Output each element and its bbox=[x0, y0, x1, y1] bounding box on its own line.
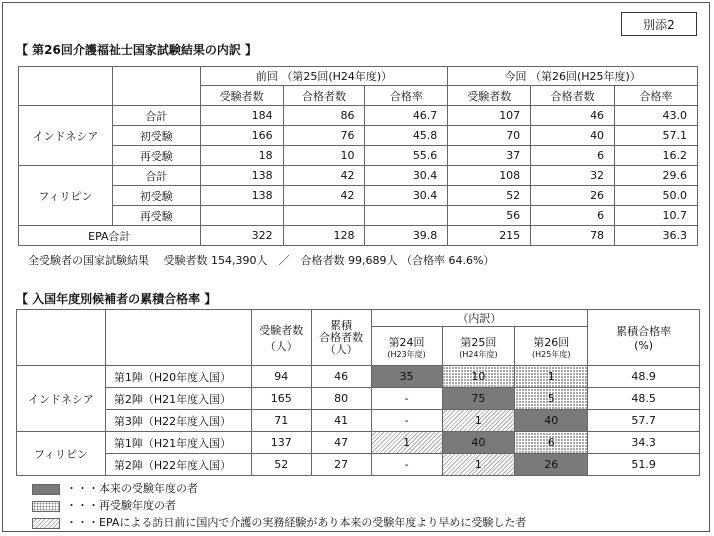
table-row bbox=[19, 126, 698, 146]
value-cell bbox=[283, 206, 365, 226]
row-label: 初受験 bbox=[112, 126, 200, 146]
legend-swatch-dark bbox=[32, 484, 60, 495]
column-header: 合格者数 bbox=[531, 86, 615, 106]
value-cell: 57.1 bbox=[615, 126, 698, 146]
value-cell: 86 bbox=[283, 106, 365, 126]
column-header: 合格率 bbox=[365, 86, 448, 106]
examinees-cell: 52 bbox=[251, 454, 311, 476]
header-cum-rate-label: 累積合格率 bbox=[616, 325, 672, 338]
breakdown-cell: - bbox=[371, 388, 442, 410]
value-cell: 26 bbox=[531, 186, 615, 206]
header-exam-25-label: 第25回 bbox=[460, 335, 497, 349]
value-cell: 322 bbox=[200, 226, 283, 246]
header-pct: (%) bbox=[634, 339, 654, 352]
row-label: 再受験 bbox=[112, 146, 200, 166]
country-cell: インドネシア bbox=[17, 366, 106, 432]
breakdown-cell: 1 bbox=[442, 454, 515, 476]
value-cell: 45.8 bbox=[365, 126, 448, 146]
value-cell: 46.7 bbox=[365, 106, 448, 126]
value-cell: 56 bbox=[448, 206, 531, 226]
header-exam-26 bbox=[515, 327, 588, 366]
value-cell bbox=[365, 206, 448, 226]
cohort-label: 第1陣（H20年度入国） bbox=[105, 366, 251, 388]
table-row bbox=[17, 366, 700, 388]
header-cum-rate bbox=[588, 310, 700, 366]
corner-cell bbox=[19, 67, 113, 106]
value-cell: 78 bbox=[531, 226, 615, 246]
header-cum-pass-2: 合格者数 bbox=[319, 330, 364, 344]
examinees-cell: 71 bbox=[251, 410, 311, 432]
cumulative-pass-table bbox=[16, 309, 700, 476]
value-cell: 42 bbox=[283, 166, 365, 186]
cohort-label: 第3陣（H22年度入国） bbox=[105, 410, 251, 432]
cum-rate-cell: 51.9 bbox=[588, 454, 700, 476]
header-exam-26-label: 第26回 bbox=[533, 335, 570, 349]
header-unit: （人） bbox=[264, 339, 298, 353]
column-header: 合格者数 bbox=[283, 86, 365, 106]
attachment-tag: 別添2 bbox=[621, 12, 697, 36]
value-cell: 55.6 bbox=[365, 146, 448, 166]
value-cell: 30.4 bbox=[365, 166, 448, 186]
header-exam-26-year: (H25年度) bbox=[532, 349, 571, 359]
country-cell: フィリピン bbox=[17, 432, 106, 476]
cum-pass-cell: 80 bbox=[311, 388, 371, 410]
table-row bbox=[19, 166, 698, 186]
value-cell: 184 bbox=[200, 106, 283, 126]
row-label: 合計 bbox=[112, 106, 200, 126]
cum-rate-cell: 34.3 bbox=[588, 432, 700, 454]
value-cell: 42 bbox=[283, 186, 365, 206]
value-cell: 10.7 bbox=[615, 206, 698, 226]
corner-cell bbox=[112, 67, 200, 106]
header-curr: 今回 （第26回(H25年度)） bbox=[448, 67, 698, 86]
cum-pass-cell: 46 bbox=[311, 366, 371, 388]
value-cell: 6 bbox=[531, 206, 615, 226]
value-cell: 43.0 bbox=[615, 106, 698, 126]
header-exam-25-year: (H24年度) bbox=[459, 349, 498, 359]
value-cell: 40 bbox=[531, 126, 615, 146]
legend-swatch-dots bbox=[32, 501, 60, 512]
value-cell: 16.2 bbox=[615, 146, 698, 166]
header-unit: （人） bbox=[324, 342, 358, 356]
cum-rate-cell: 48.9 bbox=[588, 366, 700, 388]
breakdown-cell: 6 bbox=[515, 432, 588, 454]
header-examinees bbox=[251, 310, 311, 366]
value-cell: 46 bbox=[531, 106, 615, 126]
value-cell: 29.6 bbox=[615, 166, 698, 186]
value-cell: 39.8 bbox=[365, 226, 448, 246]
breakdown-cell: 40 bbox=[442, 432, 515, 454]
epa-total-label: EPA合計 bbox=[19, 226, 201, 246]
cum-pass-cell: 41 bbox=[311, 410, 371, 432]
breakdown-cell: 35 bbox=[371, 366, 442, 388]
breakdown-cell: 75 bbox=[442, 388, 515, 410]
breakdown-cell: 1 bbox=[371, 432, 442, 454]
row-label: 再受験 bbox=[112, 206, 200, 226]
value-cell: 108 bbox=[448, 166, 531, 186]
cohort-label: 第2陣（H22年度入国） bbox=[105, 454, 251, 476]
header-exam-25 bbox=[442, 327, 515, 366]
table-row bbox=[17, 410, 700, 432]
column-header: 受験者数 bbox=[200, 86, 283, 106]
country-cell: フィリピン bbox=[19, 166, 113, 226]
cum-rate-cell: 57.7 bbox=[588, 410, 700, 432]
row-label: 合計 bbox=[112, 166, 200, 186]
header-cum-pass bbox=[311, 310, 371, 366]
table-row bbox=[19, 146, 698, 166]
table-row bbox=[19, 106, 698, 126]
cum-pass-cell: 47 bbox=[311, 432, 371, 454]
corner-cell bbox=[17, 310, 106, 366]
header-exam-24 bbox=[371, 327, 442, 366]
header-exam-24-year: (H23年度) bbox=[387, 349, 426, 359]
legend-item-retake bbox=[32, 497, 176, 513]
value-cell: 50.0 bbox=[615, 186, 698, 206]
value-cell: 215 bbox=[448, 226, 531, 246]
value-cell: 32 bbox=[531, 166, 615, 186]
header-breakdown: （内訳） bbox=[371, 310, 588, 327]
value-cell: 36.3 bbox=[615, 226, 698, 246]
header-prev: 前回 （第25回(H24年度)） bbox=[200, 67, 448, 86]
corner-cell bbox=[105, 310, 251, 366]
breakdown-cell: 26 bbox=[515, 454, 588, 476]
breakdown-cell: 1 bbox=[442, 410, 515, 432]
value-cell: 37 bbox=[448, 146, 531, 166]
examinees-cell: 94 bbox=[251, 366, 311, 388]
exam-results-table bbox=[18, 66, 698, 246]
examinees-cell: 165 bbox=[251, 388, 311, 410]
legend-label: ・・・EPAによる訪日前に国内で介護の実務経験があり本来の受験年度より早めに受験した者 bbox=[66, 516, 527, 529]
table-row-epa-total bbox=[19, 226, 698, 246]
row-label: 初受験 bbox=[112, 186, 200, 206]
value-cell: 128 bbox=[283, 226, 365, 246]
value-cell: 10 bbox=[283, 146, 365, 166]
table-row bbox=[17, 432, 700, 454]
breakdown-cell: 40 bbox=[515, 410, 588, 432]
header-examinees-label: 受験者数 bbox=[259, 323, 304, 337]
table-row bbox=[19, 186, 698, 206]
header-cum-pass-1: 累積 bbox=[330, 318, 353, 332]
section-title-exam-results: 【 第26回介護福祉士国家試験結果の内訳 】 bbox=[16, 43, 258, 57]
examinees-cell: 137 bbox=[251, 432, 311, 454]
legend-label: ・・・本来の受験年度の者 bbox=[66, 482, 198, 495]
value-cell: 107 bbox=[448, 106, 531, 126]
breakdown-cell: - bbox=[371, 454, 442, 476]
column-header: 合格率 bbox=[615, 86, 698, 106]
breakdown-cell: 1 bbox=[515, 366, 588, 388]
section-title-cumulative: 【 入国年度別候補者の累積合格率 】 bbox=[16, 292, 217, 306]
value-cell: 138 bbox=[200, 186, 283, 206]
cum-rate-cell: 48.5 bbox=[588, 388, 700, 410]
value-cell: 70 bbox=[448, 126, 531, 146]
value-cell: 166 bbox=[200, 126, 283, 146]
value-cell: 30.4 bbox=[365, 186, 448, 206]
cum-pass-cell: 27 bbox=[311, 454, 371, 476]
column-header: 受験者数 bbox=[448, 86, 531, 106]
legend-label: ・・・再受験年度の者 bbox=[66, 499, 176, 512]
value-cell: 52 bbox=[448, 186, 531, 206]
breakdown-cell: - bbox=[371, 410, 442, 432]
legend-swatch-hatch bbox=[32, 518, 60, 529]
country-cell: インドネシア bbox=[19, 106, 113, 166]
table-row bbox=[19, 206, 698, 226]
legend-item-early bbox=[32, 514, 526, 530]
cohort-label: 第2陣（H21年度入国） bbox=[105, 388, 251, 410]
table-row bbox=[17, 388, 700, 410]
legend-item-regular bbox=[32, 480, 198, 496]
breakdown-cell: 10 bbox=[442, 366, 515, 388]
breakdown-cell: 5 bbox=[515, 388, 588, 410]
value-cell: 138 bbox=[200, 166, 283, 186]
value-cell: 6 bbox=[531, 146, 615, 166]
all-examinees-summary: 全受験者の国家試験結果 受験者数 154,390人 ／ 合格者数 99,689人 （合格率 64.6%） bbox=[28, 254, 495, 267]
table-row bbox=[17, 454, 700, 476]
value-cell: 76 bbox=[283, 126, 365, 146]
header-exam-24-label: 第24回 bbox=[388, 335, 425, 349]
value-cell bbox=[200, 206, 283, 226]
value-cell: 18 bbox=[200, 146, 283, 166]
cohort-label: 第1陣（H21年度入国） bbox=[105, 432, 251, 454]
